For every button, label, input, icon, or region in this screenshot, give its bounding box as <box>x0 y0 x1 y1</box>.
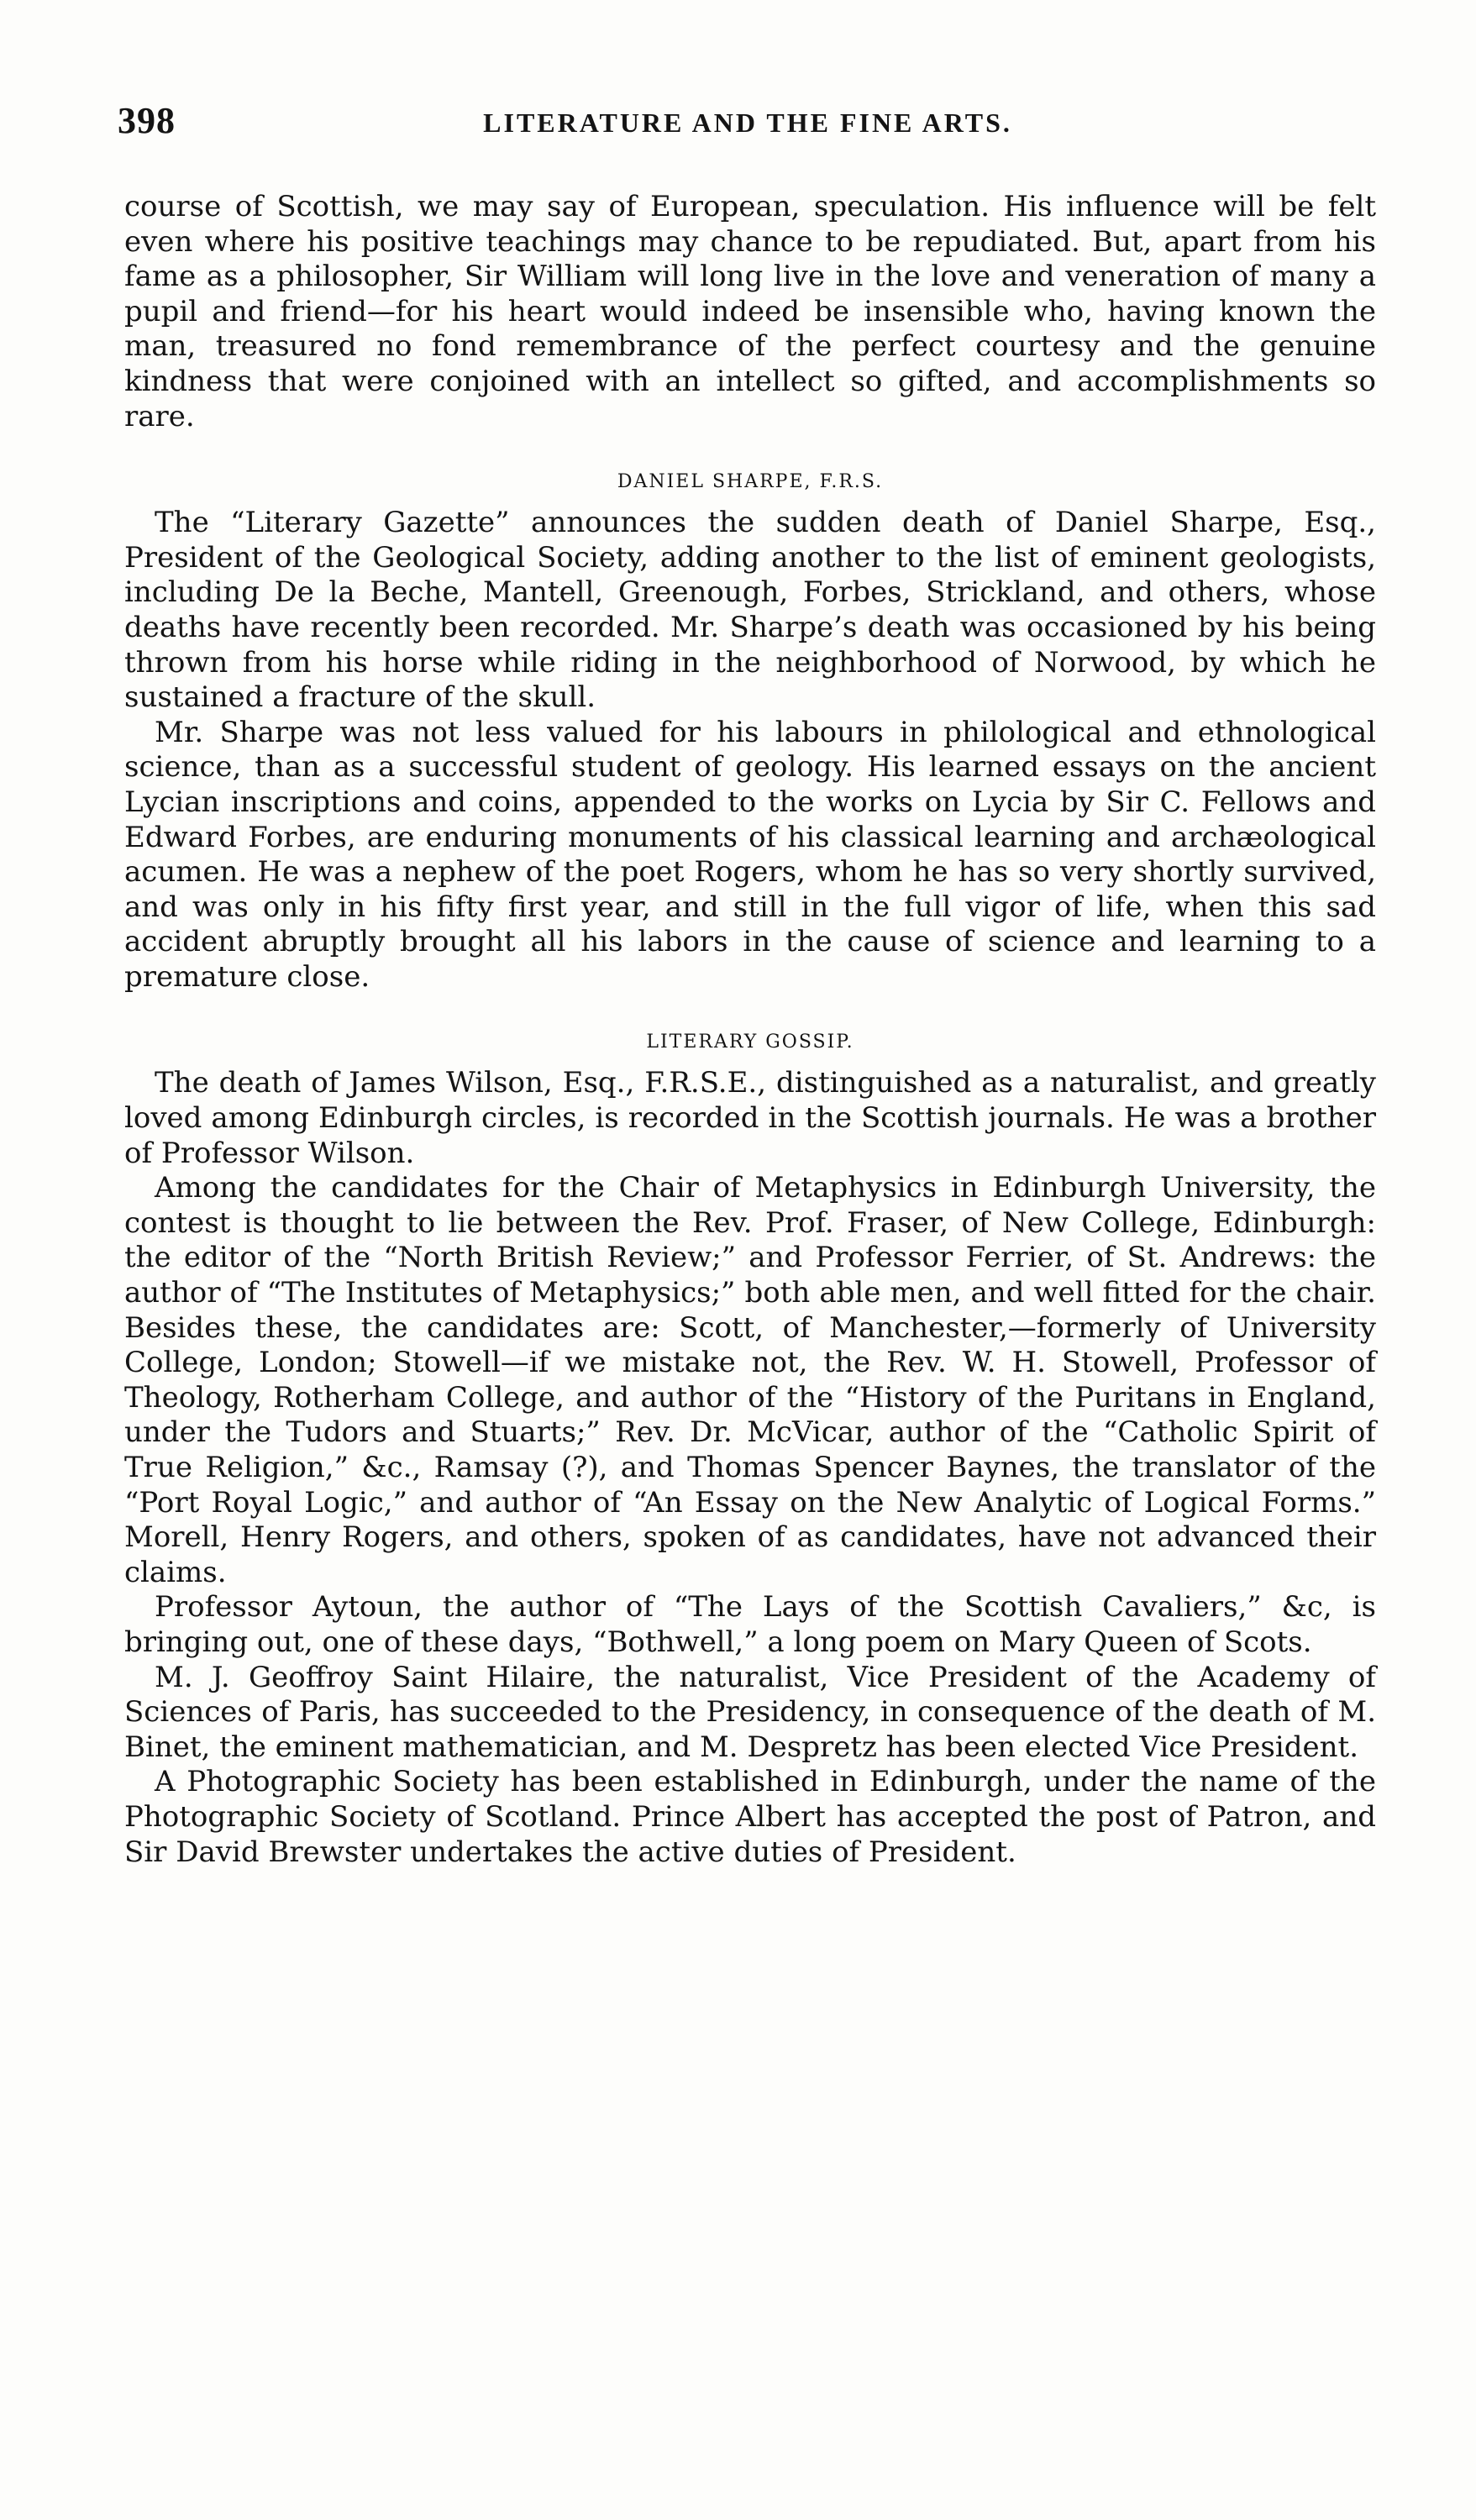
section-heading-daniel-sharpe: DANIEL SHARPE, F.R.S. <box>617 471 884 493</box>
paragraph-sharpe-labours: Mr. Sharpe was not less valued for his labours in philological and ethnological science, than as a successful student of geology. His learned essays on the ancient Lycian inscriptions and coins, appended to the works on Lycia by Sir C. Fellows and Edward Forbes, are enduring monuments of his classical learning and archæological acumen. He was a nephew of the poet Rogers, whom he has so very shortly survived, and was only in his fifty first year, and still in the full vigor of life, when this sad accident abruptly brought all his labors in the cause of science and learning to a premature close. <box>124 715 1376 994</box>
paragraph-aytoun: Professor Aytoun, the author of “The Lays of the Scottish Cavaliers,” &c, is bringing out, one of these days, “Bothwell,” a long poem on Mary Queen of Scots. <box>124 1590 1376 1659</box>
paragraph-james-wilson: The death of James Wilson, Esq., F.R.S.E., distinguished as a naturalist, and greatly loved among Edinburgh circles, is recorded in the Scottish journals. He was a brother of Professor Wilson. <box>124 1066 1376 1170</box>
paragraph-continuation: course of Scottish, we may say of European, speculation. His influence will be felt even where his positive teachings may chance to be repudiated. But, apart from his fame as a philosopher, Sir William will long live in the love and veneration of many a pupil and friend—for his heart would indeed be insensible who, having known the man, treasured no fond remembrance of the perfect courtesy and the genuine kindness that were conjoined with an intellect so gifted, and accomplishments so rare. <box>124 190 1376 433</box>
page-number: 398 <box>118 100 176 141</box>
paragraph-metaphysics-chair: Among the candidates for the Chair of Metaphysics in Edinburgh University, the contest is thought to lie between the Rev. Prof. Fraser, of New College, Edinburgh: the editor of the “North British Review;” and Professor Ferrier, of St. Andrews: the author of “The Institutes of Metaphysics;” both able men, and well fitted for the chair. Besides these, the candidates are: Scott, of Manchester,—formerly of University College, London; Stowell—if we mistake not, the Rev. W. H. Stowell, Professor of Theology, Rotherham College, and author of the “History of the Puritans in England, under the Tudors and Stuarts;” Rev. Dr. McVicar, author of the “Catholic Spirit of True Religion,” &c., Ramsay (?), and Thomas Spencer Baynes, the translator of the “Port Royal Logic,” and author of “An Essay on the New Analytic of Logical Forms.” Morell, Henry Rogers, and others, spoken of as candidates, have not advanced their claims. <box>124 1171 1376 1589</box>
paragraph-photographic-society: A Photographic Society has been established in Edinburgh, under the name of the Photographic Society of Scotland. Prince Albert has accepted the post of Patron, and Sir David Brewster undertakes the active duties of President. <box>124 1765 1376 1869</box>
paragraph-sharpe-death: The “Literary Gazette” announces the sudden death of Daniel Sharpe, Esq., President of the Geological Society, adding another to the list of eminent geologists, including De la Beche, Mantell, Greenough, Forbes, Strickland, and others, whose deaths have recently been recorded. Mr. Sharpe’s death was occasioned by his being thrown from his horse while riding in the neighborhood of Norwood, by which he sustained a fracture of the skull. <box>124 506 1376 715</box>
section-heading-literary-gossip: LITERARY GOSSIP. <box>646 1032 854 1053</box>
body-text <box>124 190 1376 1870</box>
page-header <box>118 99 1378 150</box>
running-title: LITERATURE AND THE FINE ARTS. <box>483 108 1012 138</box>
paragraph-geoffroy-saint-hilaire: M. J. Geoffroy Saint Hilaire, the naturalist, Vice President of the Academy of Sciences of Paris, has succeeded to the Presidency, in consequence of the death of M. Binet, the eminent mathematician, and M. Despretz has been elected Vice President. <box>124 1660 1376 1764</box>
